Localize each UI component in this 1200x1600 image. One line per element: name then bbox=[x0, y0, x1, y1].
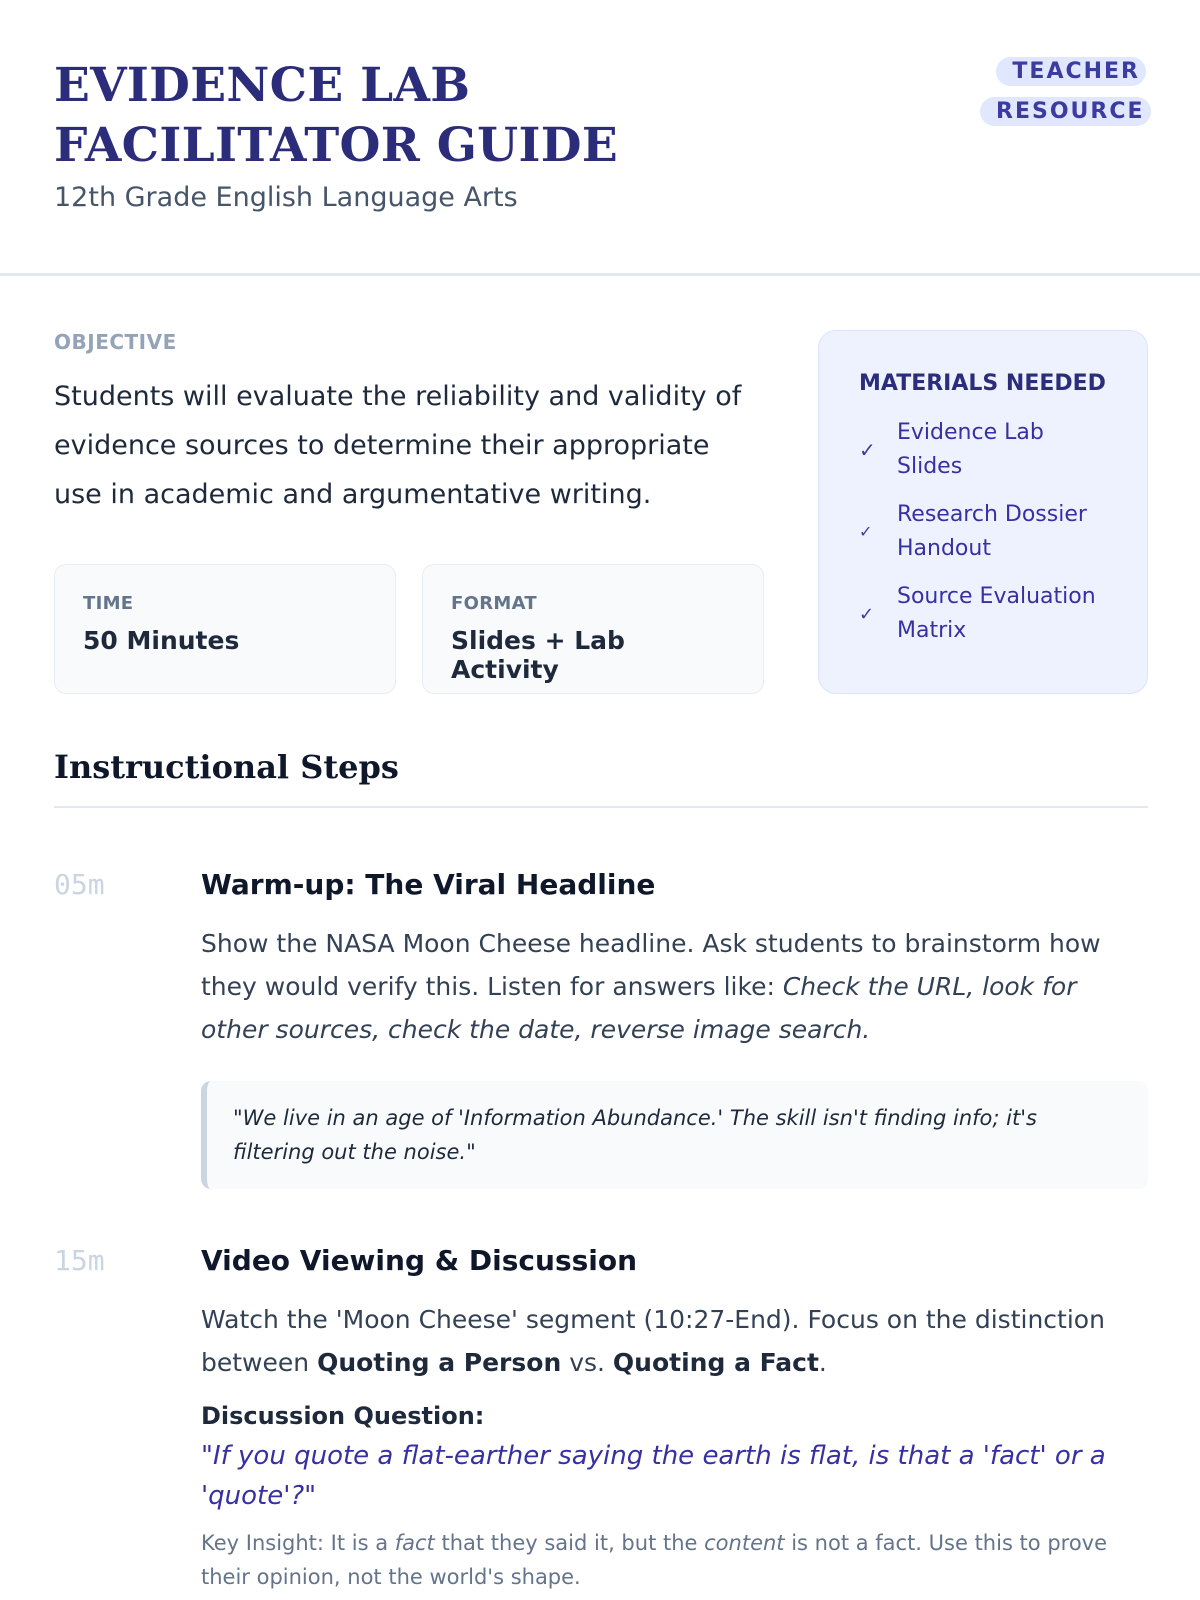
step-text: vs. bbox=[561, 1348, 613, 1377]
materials-card bbox=[818, 330, 1148, 694]
objective-section bbox=[54, 330, 764, 519]
step-text: . bbox=[818, 1348, 827, 1377]
material-label: Research Dossier Handout bbox=[897, 502, 1087, 561]
step-title: Warm-up: The Viral Headline bbox=[201, 868, 656, 901]
materials-list bbox=[859, 416, 1115, 648]
page-header bbox=[0, 0, 1200, 276]
step-body bbox=[201, 1244, 1148, 1594]
time-value: 50 Minutes bbox=[83, 626, 240, 655]
insight-text: Key Insight: It is a bbox=[201, 1531, 395, 1555]
step-text-emphasis: Quoting a Fact bbox=[612, 1348, 819, 1377]
step-body bbox=[201, 868, 1148, 1189]
check-icon: ✓ bbox=[859, 439, 876, 462]
key-insight bbox=[201, 1526, 1148, 1594]
steps-heading: Instructional Steps bbox=[54, 748, 399, 786]
time-card bbox=[54, 564, 396, 694]
insight-emphasis: fact bbox=[394, 1531, 435, 1555]
page-title: EVIDENCE LAB FACILITATOR GUIDE bbox=[54, 58, 618, 173]
insight-emphasis: content bbox=[704, 1531, 785, 1555]
step-title: Video Viewing & Discussion bbox=[201, 1244, 638, 1277]
discussion-question: "If you quote a flat-earther saying the earth is flat, is that a 'fact' or a 'quote'?" bbox=[201, 1441, 1106, 1511]
material-label: Source Evaluation Matrix bbox=[897, 584, 1096, 643]
insight-text: is not a fact. Use this to prove their opinion, not the world's shape. bbox=[201, 1531, 1108, 1589]
format-card bbox=[422, 564, 764, 694]
step-duration: 05m bbox=[54, 868, 105, 901]
teacher-resource-badge bbox=[980, 52, 1146, 132]
step-duration: 15m bbox=[54, 1244, 105, 1277]
badge-label: TEACHER RESOURCE bbox=[980, 57, 1151, 126]
format-label: FORMAT bbox=[451, 593, 537, 614]
discussion-label: Discussion Question: bbox=[201, 1402, 485, 1430]
objective-text: Students will evaluate the reliability and validity of evidence sources to determine their appropriate use in academic and argumentative writing. bbox=[54, 381, 742, 510]
check-icon: ✓ bbox=[859, 524, 873, 541]
step-text-examples: Check the URL, look for other sources, check the date, reverse image search. bbox=[201, 972, 1077, 1044]
list-item bbox=[859, 498, 1115, 566]
objective-label: OBJECTIVE bbox=[54, 330, 177, 354]
list-item bbox=[859, 416, 1115, 484]
insight-text: that they said it, but the bbox=[434, 1531, 705, 1555]
page-subtitle: 12th Grade English Language Arts bbox=[54, 182, 518, 213]
material-label: Evidence Lab Slides bbox=[897, 420, 1044, 479]
step-warm-up bbox=[54, 868, 1148, 1189]
callout-quote: "We live in an age of 'Information Abundance.' The skill isn't finding info; it's filtering out the noise." bbox=[201, 1081, 1148, 1189]
step-video-discussion bbox=[54, 1244, 1148, 1594]
step-description bbox=[201, 1298, 1148, 1384]
step-description bbox=[201, 922, 1148, 1051]
time-label: TIME bbox=[83, 593, 134, 614]
step-text-intro: Show the NASA Moon Cheese headline. Ask students to brainstorm how they would verify this. Listen for answers like: bbox=[201, 929, 1101, 1001]
step-text: Watch the 'Moon Cheese' segment (10:27-End). Focus on the distinction between bbox=[201, 1305, 1105, 1377]
check-icon: ✓ bbox=[859, 603, 875, 624]
format-value: Slides + Lab Activity bbox=[451, 626, 625, 684]
step-text-emphasis: Quoting a Person bbox=[317, 1348, 562, 1377]
materials-title: MATERIALS NEEDED bbox=[859, 371, 1106, 396]
divider bbox=[54, 806, 1148, 808]
list-item bbox=[859, 580, 1115, 648]
